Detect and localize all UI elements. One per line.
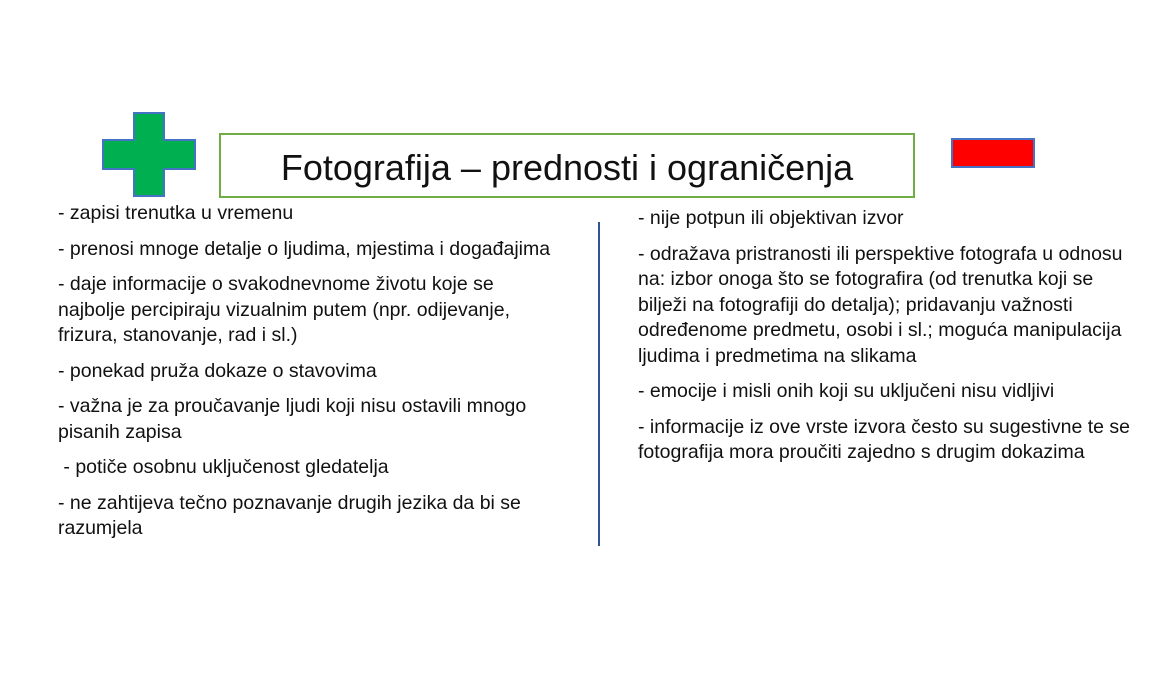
advantage-item: - ne zahtijeva tečno poznavanje drugih jezika da bi se razumjela — [58, 491, 521, 539]
limitation-item: - informacije iz ove vrste izvora često su sugestivne te se fotografija mora proučiti zajedno s drugim dokazima — [638, 415, 1131, 463]
column-divider — [598, 222, 600, 546]
advantage-item: - važna je za proučavanje ljudi koji nisu ostavili mnogo pisanih zapisa — [58, 395, 527, 443]
plus-icon — [102, 112, 196, 197]
limitation-item: - nije potpun ili objektivan izvor — [638, 207, 904, 229]
slide-title: Fotografija – prednosti i ograničenja — [280, 146, 854, 188]
advantage-item: - prenosi mnoge detalje o ljudima, mjestima i događajima — [58, 237, 551, 260]
advantages-list — [58, 201, 558, 552]
advantage-item: - zapisi trenutka u vremenu — [58, 202, 294, 224]
advantage-item: - daje informacije o svakodnevnome životu koje se najbolje percipiraju vizualnim putem (npr. odijevanje, frizura, stanovanje, rad i sl.) — [58, 273, 510, 346]
limitation-item: - odražava pristranosti ili perspektive fotografa u odnosu na: izbor onoga što se fotografira (od trenutka koji se bilježi na fotografiji do detalja); pridavanju važnosti određenome predmetu, osobi i sl.; moguća manipulacija ljudima i predmetima na slikama — [638, 242, 1123, 367]
limitations-list — [638, 206, 1138, 476]
title-box — [219, 133, 915, 198]
advantage-item: - ponekad pruža dokaze o stavovima — [58, 359, 377, 382]
advantage-item: - potiče osobnu uključenost gledatelja — [58, 456, 389, 478]
limitation-item: - emocije i misli onih koji su uključeni nisu vidljivi — [638, 380, 1055, 402]
minus-icon — [951, 138, 1035, 168]
